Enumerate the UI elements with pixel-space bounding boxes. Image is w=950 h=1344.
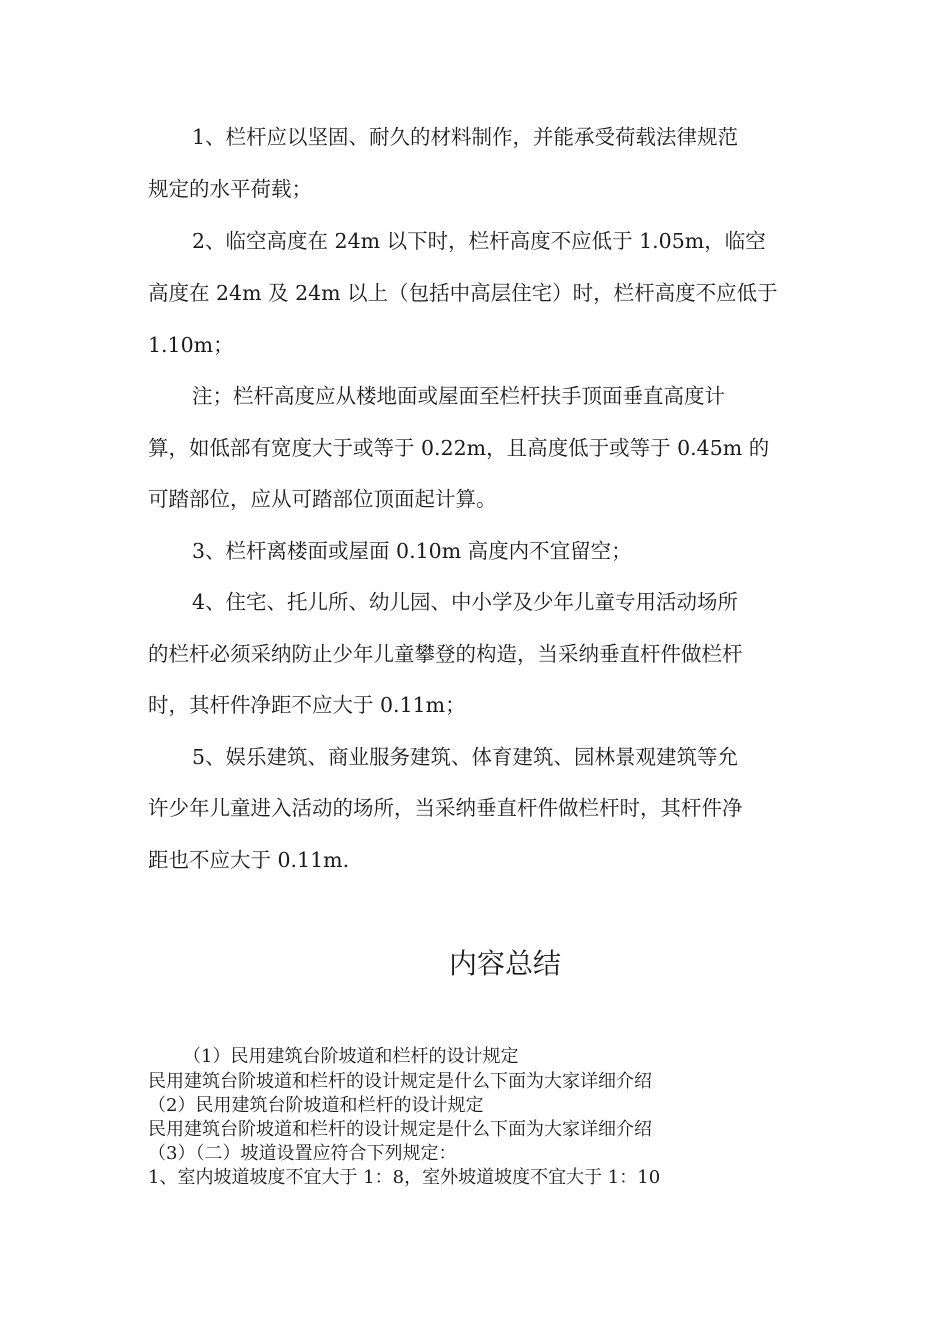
paragraph-line: 规定的水平荷载； bbox=[148, 177, 312, 201]
paragraph-line: 可踏部位，应从可踏部位顶面起计算。 bbox=[148, 487, 497, 511]
summary-line: 民用建筑台阶坡道和栏杆的设计规定是什么下面为大家详细介绍 bbox=[148, 1071, 652, 1092]
summary-line: （3）（二）坡道设置应符合下列规定： bbox=[148, 1143, 457, 1164]
paragraph-line: 许少年儿童进入活动的场所，当采纳垂直杆件做栏杆时，其杆件净 bbox=[148, 796, 743, 820]
paragraph-line: 算，如低部有宽度大于或等于 0.22m，且高度低于或等于 0.45m 的 bbox=[148, 436, 770, 460]
summary-heading: 内容总结 bbox=[448, 947, 561, 980]
summary-line: （1）民用建筑台阶坡道和栏杆的设计规定 bbox=[183, 1046, 519, 1067]
paragraph-line: 高度在 24m 及 24m 以上（包括中高层住宅）时，栏杆高度不应低于 bbox=[148, 281, 778, 305]
paragraph-line: 2、临空高度在 24m 以下时，栏杆高度不应低于 1.05m，临空 bbox=[192, 229, 766, 253]
paragraph-line: 距也不应大于 0.11m. bbox=[148, 848, 350, 872]
paragraph-line: 1.10m； bbox=[148, 333, 234, 357]
paragraph-line: 5、娱乐建筑、商业服务建筑、体育建筑、园林景观建筑等允 bbox=[192, 745, 739, 769]
paragraph-line: 的栏杆必须采纳防止少年儿童攀登的构造，当采纳垂直杆件做栏杆 bbox=[148, 642, 743, 666]
summary-line: 民用建筑台阶坡道和栏杆的设计规定是什么下面为大家详细介绍 bbox=[148, 1119, 652, 1140]
summary-line: （2）民用建筑台阶坡道和栏杆的设计规定 bbox=[148, 1095, 484, 1116]
summary-line: 1、室内坡道坡度不宜大于 1：8，室外坡道坡度不宜大于 1：10 bbox=[148, 1167, 661, 1188]
paragraph-line: 注；栏杆高度应从楼地面或屋面至栏杆扶手顶面垂直高度计 bbox=[192, 384, 725, 408]
paragraph-line: 3、栏杆离楼面或屋面 0.10m 高度内不宜留空； bbox=[192, 539, 632, 563]
paragraph-line: 1、栏杆应以坚固、耐久的材料制作，并能承受荷载法律规范 bbox=[192, 125, 739, 149]
paragraph-line: 时，其杆件净距不应大于 0.11m； bbox=[148, 693, 466, 717]
paragraph-line: 4、住宅、托儿所、幼儿园、中小学及少年儿童专用活动场所 bbox=[192, 590, 739, 614]
